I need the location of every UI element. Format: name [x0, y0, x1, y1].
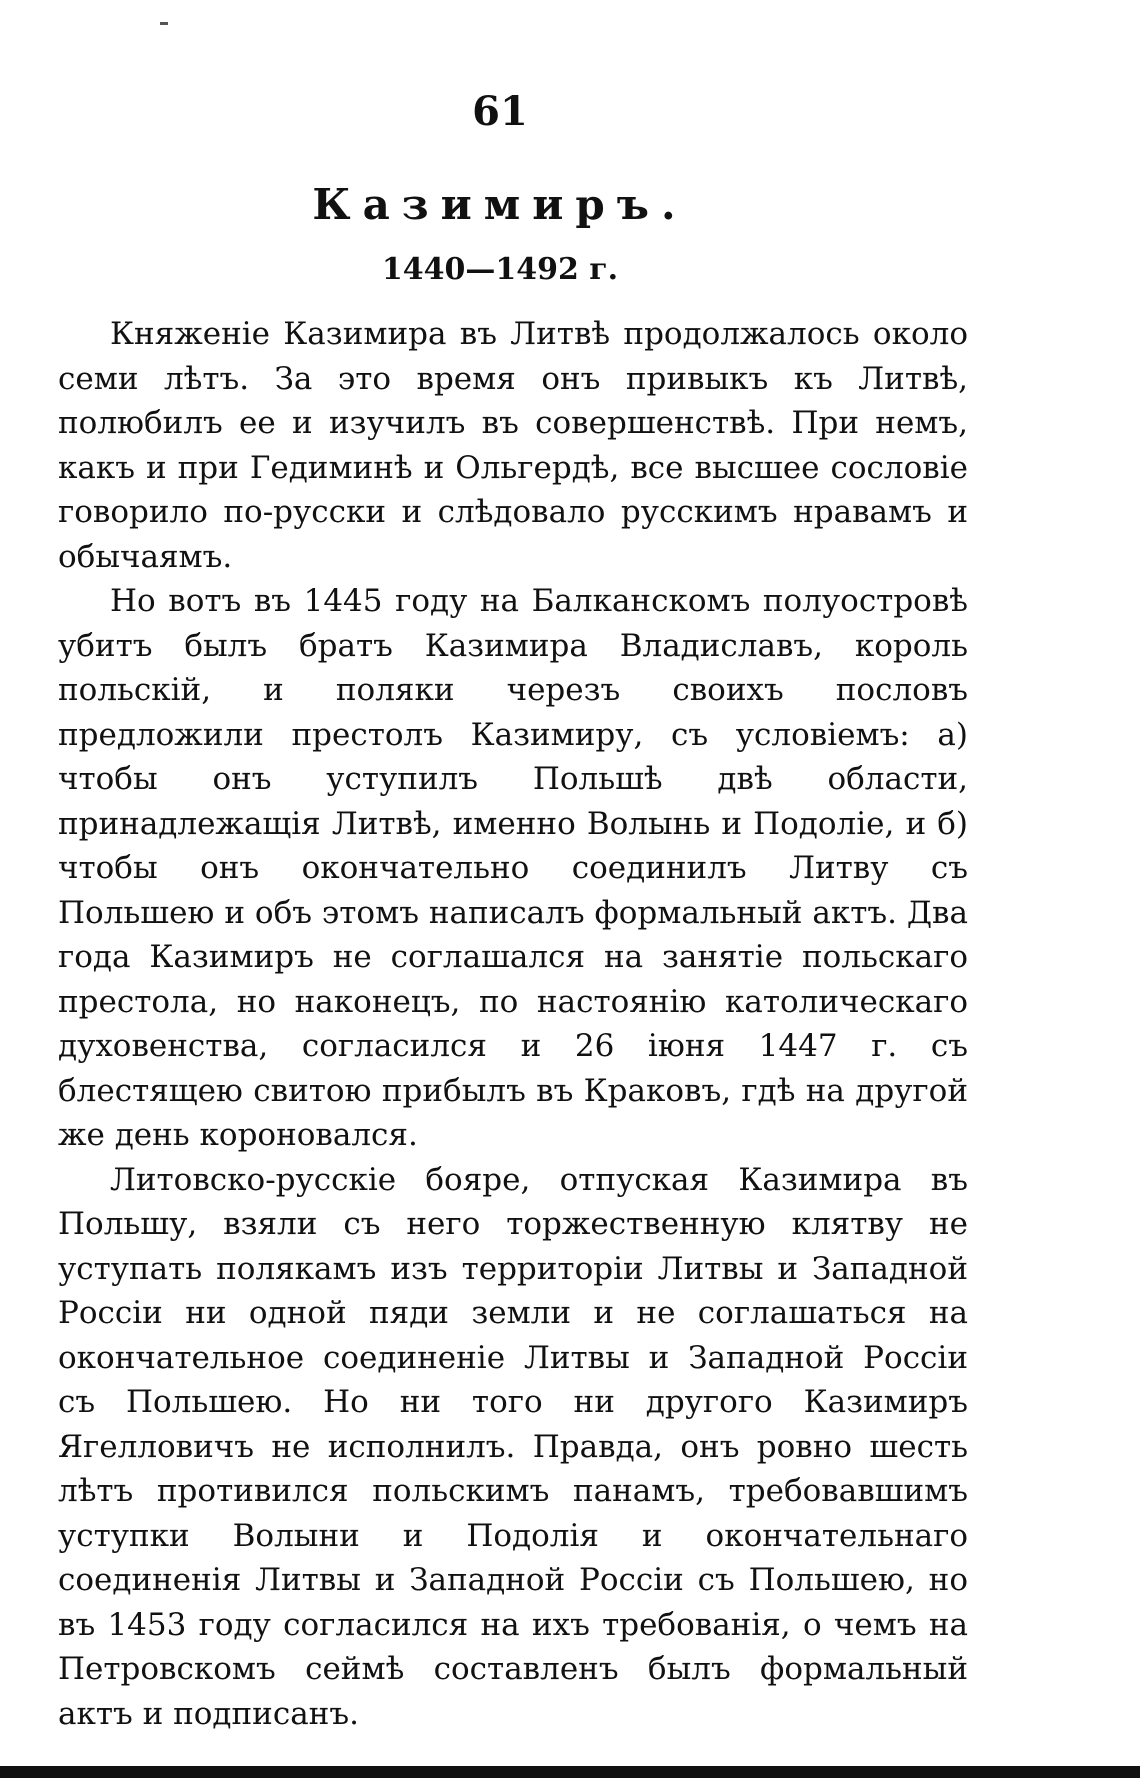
page-number: 61: [472, 88, 528, 135]
body-text: [58, 312, 968, 1736]
paragraph-1: Княженіе Казимира въ Литвѣ продолжалось около семи лѣтъ. За это время онъ привыкъ къ Литвѣ, полюбилъ ее и изучилъ въ совершенствѣ. При немъ, какъ и при Гедиминѣ и Ольгердѣ, все высшее сословіе говорило по-русски и слѣдовало русскимъ нравамъ и обычаямъ.: [58, 316, 968, 575]
page-bottom-edge: [0, 1766, 1140, 1778]
paragraph-2: Но вотъ въ 1445 году на Балканскомъ полуостровѣ убитъ былъ братъ Казимира Владиславъ, король польскій, и поляки черезъ своихъ пословъ предложили престолъ Казимиру, съ условіемъ: а) чтобы онъ уступилъ Польшѣ двѣ области, принадлежащія Литвѣ, именно Волынь и Подоліе, и б) чтобы онъ окончательно соединилъ Литву съ Польшею и объ этомъ написалъ формальный актъ. Два года Казимиръ не соглашался на занятіе польскаго престола, но наконецъ, по настоянію католическаго духовенства, согласился и 26 іюня 1447 г. съ блестящею свитою прибылъ въ Краковъ, гдѣ на другой же день короновался.: [58, 583, 968, 1153]
scan-mark: [160, 22, 168, 25]
paragraph-3: Литовско-русскіе бояре, отпуская Казимира въ Польшу, взяли съ него торжественную клятву не уступать полякамъ изъ территоріи Литвы и Западной Россіи ни одной пяди земли и не соглашаться на окончательное соединеніе Литвы и Западной Россіи съ Польшею. Но ни того ни другого Казимиръ Ягелловичъ не исполнилъ. Правда, онъ ровно шесть лѣтъ противился польскимъ панамъ, требовавшимъ уступки Волыни и Подолія и окончательнаго соединенія Литвы и Западной Россіи съ Польшею, но въ 1453 году согласился на ихъ требованія, о чемъ на Петровскомъ сеймѣ составленъ былъ формальный актъ и подписанъ.: [58, 1161, 968, 1732]
chapter-dates: 1440—1492 г.: [381, 252, 619, 287]
chapter-title: Казимиръ.: [312, 180, 688, 229]
